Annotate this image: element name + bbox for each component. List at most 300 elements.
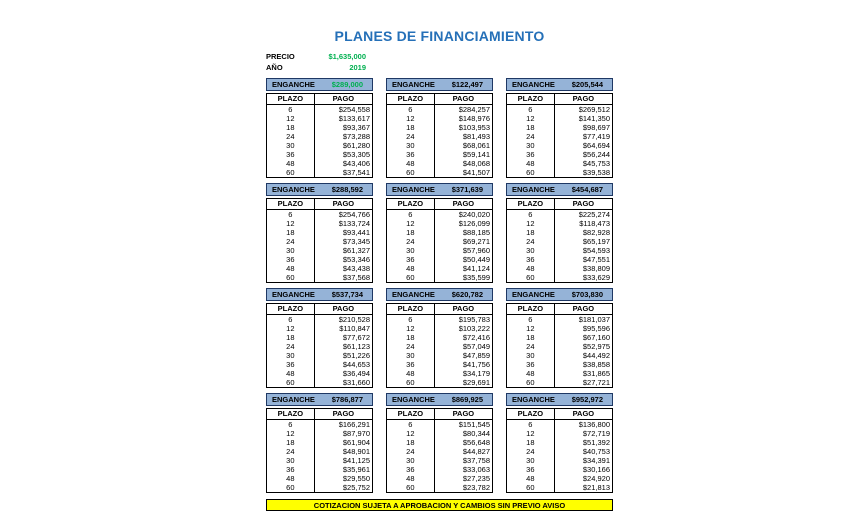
plan-table xyxy=(386,93,493,178)
pago-value: $61,123 xyxy=(342,342,370,351)
plan-row xyxy=(267,342,373,351)
pago-value: $33,629 xyxy=(582,273,610,282)
enganche-header xyxy=(266,288,373,301)
plan-row xyxy=(507,228,613,237)
pago-column-header: PAGO xyxy=(554,304,612,315)
plazo-value: 60 xyxy=(507,168,555,178)
plan-table xyxy=(266,408,373,493)
plazo-value: 36 xyxy=(507,465,555,474)
plazo-value: 24 xyxy=(387,447,435,456)
plazo-value: 48 xyxy=(507,369,555,378)
pago-value: $31,660 xyxy=(342,378,370,387)
plan-row xyxy=(387,159,493,168)
plazo-value: 6 xyxy=(507,105,555,115)
enganche-value: $289,000 xyxy=(331,80,363,89)
anio-row xyxy=(266,62,366,73)
pago-value: $59,141 xyxy=(462,150,490,159)
plan-table-header-row xyxy=(507,199,613,210)
plazo-value: 24 xyxy=(267,132,315,141)
plan-card xyxy=(266,393,373,493)
plan-row xyxy=(387,324,493,333)
plazo-value: 18 xyxy=(267,333,315,342)
pago-value: $39,538 xyxy=(582,168,610,177)
plan-row xyxy=(267,264,373,273)
plan-row xyxy=(267,351,373,360)
plazo-value: 6 xyxy=(267,105,315,115)
plazo-value: 48 xyxy=(267,264,315,273)
plan-row xyxy=(267,273,373,283)
plazo-column-header: PLAZO xyxy=(507,94,555,105)
pago-value: $77,419 xyxy=(582,132,610,141)
plan-row xyxy=(387,378,493,388)
enganche-value: $703,830 xyxy=(571,290,603,299)
pago-column-header: PAGO xyxy=(554,409,612,420)
pago-value: $24,920 xyxy=(582,474,610,483)
plazo-value: 36 xyxy=(507,150,555,159)
enganche-label: ENGANCHE xyxy=(512,395,555,404)
plazo-value: 18 xyxy=(267,123,315,132)
plan-row xyxy=(507,246,613,255)
plazo-value: 12 xyxy=(507,114,555,123)
pago-column-header: PAGO xyxy=(434,409,492,420)
pago-value: $72,416 xyxy=(462,333,490,342)
plazo-value: 36 xyxy=(387,465,435,474)
plan-row xyxy=(267,123,373,132)
plan-row xyxy=(267,219,373,228)
plan-card xyxy=(506,288,613,388)
plan-row xyxy=(387,351,493,360)
plazo-value: 48 xyxy=(507,264,555,273)
pago-value: $45,753 xyxy=(582,159,610,168)
plazo-value: 24 xyxy=(387,237,435,246)
pago-value: $34,391 xyxy=(582,456,610,465)
plan-row xyxy=(267,210,373,220)
plazo-value: 60 xyxy=(267,273,315,283)
plazo-column-header: PLAZO xyxy=(387,94,435,105)
enganche-value: $952,972 xyxy=(571,395,603,404)
plazo-column-header: PLAZO xyxy=(267,199,315,210)
plan-table-header-row xyxy=(267,304,373,315)
plan-row xyxy=(387,483,493,493)
plan-row xyxy=(507,210,613,220)
plazo-column-header: PLAZO xyxy=(387,304,435,315)
plan-row xyxy=(387,369,493,378)
plazo-value: 12 xyxy=(387,429,435,438)
pago-value: $51,392 xyxy=(582,438,610,447)
enganche-header xyxy=(506,183,613,196)
enganche-value: $122,497 xyxy=(451,80,483,89)
plan-row xyxy=(507,429,613,438)
plan-table xyxy=(506,408,613,493)
plazo-value: 30 xyxy=(387,141,435,150)
plazo-value: 18 xyxy=(507,123,555,132)
pago-value: $148,976 xyxy=(458,114,490,123)
pago-value: $37,541 xyxy=(342,168,370,177)
plan-row xyxy=(267,141,373,150)
pago-value: $126,099 xyxy=(458,219,490,228)
plazo-column-header: PLAZO xyxy=(507,409,555,420)
pago-value: $47,551 xyxy=(582,255,610,264)
plan-table xyxy=(386,303,493,388)
plan-table xyxy=(266,303,373,388)
pago-value: $98,697 xyxy=(582,123,610,132)
plazo-value: 30 xyxy=(387,456,435,465)
plazo-value: 48 xyxy=(267,369,315,378)
plazo-value: 36 xyxy=(387,255,435,264)
plan-table-header-row xyxy=(387,94,493,105)
plazo-column-header: PLAZO xyxy=(267,409,315,420)
plazo-value: 60 xyxy=(387,273,435,283)
plan-row xyxy=(507,159,613,168)
enganche-value: $288,592 xyxy=(331,185,363,194)
pago-value: $35,961 xyxy=(342,465,370,474)
plan-table-header-row xyxy=(387,409,493,420)
enganche-label: ENGANCHE xyxy=(272,80,315,89)
plazo-value: 24 xyxy=(507,132,555,141)
pago-value: $284,257 xyxy=(458,105,490,114)
plazo-value: 6 xyxy=(387,420,435,430)
plazo-value: 48 xyxy=(267,159,315,168)
plan-row xyxy=(387,456,493,465)
pago-value: $95,596 xyxy=(582,324,610,333)
plan-table-header-row xyxy=(507,304,613,315)
plazo-value: 36 xyxy=(267,150,315,159)
pago-value: $52,975 xyxy=(582,342,610,351)
enganche-label: ENGANCHE xyxy=(272,290,315,299)
pago-value: $33,063 xyxy=(462,465,490,474)
enganche-value: $869,925 xyxy=(451,395,483,404)
pago-value: $29,691 xyxy=(462,378,490,387)
plazo-value: 12 xyxy=(387,324,435,333)
plan-table xyxy=(506,93,613,178)
pago-value: $47,859 xyxy=(462,351,490,360)
plazo-value: 48 xyxy=(507,474,555,483)
plazo-value: 12 xyxy=(507,324,555,333)
plan-row xyxy=(387,237,493,246)
plan-row xyxy=(387,123,493,132)
plazo-value: 36 xyxy=(387,150,435,159)
plan-row xyxy=(507,132,613,141)
plan-row xyxy=(267,465,373,474)
pago-value: $61,904 xyxy=(342,438,370,447)
plan-row xyxy=(507,465,613,474)
plazo-value: 12 xyxy=(267,429,315,438)
plazo-value: 18 xyxy=(387,123,435,132)
pago-value: $269,512 xyxy=(578,105,610,114)
pago-value: $103,222 xyxy=(458,324,490,333)
plazo-value: 18 xyxy=(267,438,315,447)
plan-row xyxy=(267,420,373,430)
plan-table-header-row xyxy=(507,409,613,420)
pago-value: $82,928 xyxy=(582,228,610,237)
plan-row xyxy=(387,438,493,447)
plan-row xyxy=(267,228,373,237)
plazo-value: 48 xyxy=(507,159,555,168)
enganche-header xyxy=(386,393,493,406)
page-title: PLANES DE FINANCIAMIENTO xyxy=(334,28,545,44)
plazo-value: 12 xyxy=(387,219,435,228)
pago-value: $48,068 xyxy=(462,159,490,168)
pago-column-header: PAGO xyxy=(314,409,372,420)
plazo-value: 60 xyxy=(507,483,555,493)
plan-row xyxy=(387,246,493,255)
pago-value: $61,327 xyxy=(342,246,370,255)
pago-value: $38,858 xyxy=(582,360,610,369)
plan-row xyxy=(267,456,373,465)
plan-table-header-row xyxy=(387,199,493,210)
plan-row xyxy=(267,150,373,159)
pago-value: $25,752 xyxy=(342,483,370,492)
pago-value: $44,492 xyxy=(582,351,610,360)
plazo-value: 36 xyxy=(267,255,315,264)
plan-card xyxy=(386,183,493,283)
plan-card xyxy=(506,393,613,493)
plan-table xyxy=(506,198,613,283)
pago-value: $57,960 xyxy=(462,246,490,255)
pago-value: $103,953 xyxy=(458,123,490,132)
plan-row xyxy=(387,273,493,283)
enganche-label: ENGANCHE xyxy=(392,185,435,194)
plan-row xyxy=(507,324,613,333)
plan-row xyxy=(387,465,493,474)
plazo-column-header: PLAZO xyxy=(507,304,555,315)
plan-row xyxy=(387,333,493,342)
plan-row xyxy=(507,315,613,325)
enganche-header xyxy=(506,393,613,406)
plazo-value: 6 xyxy=(387,315,435,325)
pago-value: $38,809 xyxy=(582,264,610,273)
plan-row xyxy=(387,228,493,237)
plazo-value: 60 xyxy=(507,378,555,388)
plan-row xyxy=(507,456,613,465)
disclaimer-banner: COTIZACION SUJETA A APROBACION Y CAMBIOS SIN PREVIO AVISO xyxy=(266,499,613,511)
plan-row xyxy=(507,168,613,178)
plazo-value: 30 xyxy=(507,351,555,360)
plan-row xyxy=(507,342,613,351)
plan-row xyxy=(267,132,373,141)
precio-row xyxy=(266,51,366,62)
plan-row xyxy=(507,333,613,342)
plan-card xyxy=(266,183,373,283)
pago-value: $72,719 xyxy=(582,429,610,438)
pago-value: $53,346 xyxy=(342,255,370,264)
plan-row xyxy=(267,378,373,388)
plan-row xyxy=(507,273,613,283)
plazo-value: 18 xyxy=(507,438,555,447)
plazo-value: 48 xyxy=(387,264,435,273)
pago-value: $48,901 xyxy=(342,447,370,456)
plan-row xyxy=(267,360,373,369)
pago-value: $68,061 xyxy=(462,141,490,150)
pago-value: $40,753 xyxy=(582,447,610,456)
pago-column-header: PAGO xyxy=(554,199,612,210)
plan-row xyxy=(507,237,613,246)
plan-table-header-row xyxy=(387,304,493,315)
pago-value: $93,441 xyxy=(342,228,370,237)
pago-value: $53,305 xyxy=(342,150,370,159)
enganche-header xyxy=(266,183,373,196)
plan-row xyxy=(507,360,613,369)
pago-value: $181,037 xyxy=(578,315,610,324)
plan-row xyxy=(267,237,373,246)
pago-column-header: PAGO xyxy=(314,199,372,210)
plan-table-header-row xyxy=(267,409,373,420)
plazo-value: 30 xyxy=(387,246,435,255)
plazo-value: 30 xyxy=(267,351,315,360)
pago-value: $64,694 xyxy=(582,141,610,150)
plan-row xyxy=(267,159,373,168)
pago-value: $141,350 xyxy=(578,114,610,123)
pago-value: $44,653 xyxy=(342,360,370,369)
pago-value: $31,865 xyxy=(582,369,610,378)
plan-row xyxy=(507,351,613,360)
plan-row xyxy=(267,324,373,333)
plazo-value: 12 xyxy=(267,219,315,228)
plazo-value: 12 xyxy=(507,219,555,228)
plazo-value: 12 xyxy=(267,324,315,333)
plan-row xyxy=(387,255,493,264)
enganche-label: ENGANCHE xyxy=(392,290,435,299)
plan-table xyxy=(266,93,373,178)
plan-row xyxy=(507,123,613,132)
pago-value: $80,344 xyxy=(462,429,490,438)
plan-row xyxy=(507,219,613,228)
pago-value: $210,528 xyxy=(338,315,370,324)
plazo-value: 60 xyxy=(387,378,435,388)
enganche-value: $786,877 xyxy=(331,395,363,404)
plan-row xyxy=(387,342,493,351)
pago-value: $50,449 xyxy=(462,255,490,264)
plazo-column-header: PLAZO xyxy=(267,94,315,105)
plazo-value: 18 xyxy=(507,228,555,237)
plazo-value: 30 xyxy=(507,141,555,150)
pago-value: $240,020 xyxy=(458,210,490,219)
plan-row xyxy=(507,438,613,447)
plan-row xyxy=(267,333,373,342)
plazo-value: 30 xyxy=(387,351,435,360)
plan-table-header-row xyxy=(267,199,373,210)
plan-row xyxy=(507,447,613,456)
plazo-value: 6 xyxy=(267,420,315,430)
financing-sheet xyxy=(266,28,613,511)
plan-row xyxy=(507,264,613,273)
plan-row xyxy=(507,150,613,159)
plazo-value: 6 xyxy=(387,210,435,220)
plan-table xyxy=(266,198,373,283)
plazo-value: 6 xyxy=(387,105,435,115)
plan-card xyxy=(386,288,493,388)
plan-card xyxy=(386,78,493,178)
enganche-header xyxy=(266,393,373,406)
plan-row xyxy=(387,132,493,141)
plazo-value: 60 xyxy=(267,168,315,178)
plazo-value: 30 xyxy=(267,246,315,255)
plan-row xyxy=(387,114,493,123)
pago-value: $195,783 xyxy=(458,315,490,324)
plazo-value: 24 xyxy=(507,237,555,246)
plan-row xyxy=(267,255,373,264)
plan-row xyxy=(507,378,613,388)
plazo-value: 6 xyxy=(507,420,555,430)
plazo-value: 48 xyxy=(387,474,435,483)
enganche-label: ENGANCHE xyxy=(392,395,435,404)
plan-row xyxy=(267,105,373,115)
plazo-value: 18 xyxy=(267,228,315,237)
pago-value: $225,274 xyxy=(578,210,610,219)
pago-value: $43,406 xyxy=(342,159,370,168)
plan-row xyxy=(387,105,493,115)
pago-value: $41,756 xyxy=(462,360,490,369)
anio-value: 2019 xyxy=(349,63,366,72)
pago-value: $151,545 xyxy=(458,420,490,429)
plazo-value: 48 xyxy=(387,369,435,378)
enganche-value: $371,639 xyxy=(451,185,483,194)
pago-value: $118,473 xyxy=(579,219,610,228)
plazo-value: 24 xyxy=(267,237,315,246)
plan-row xyxy=(387,429,493,438)
plan-row xyxy=(387,219,493,228)
pago-column-header: PAGO xyxy=(314,304,372,315)
plazo-value: 24 xyxy=(387,342,435,351)
plazo-value: 6 xyxy=(267,315,315,325)
pago-value: $81,493 xyxy=(462,132,490,141)
plan-row xyxy=(507,105,613,115)
enganche-header xyxy=(506,288,613,301)
plan-row xyxy=(507,420,613,430)
plan-row xyxy=(507,483,613,493)
plan-card xyxy=(266,288,373,388)
enganche-header xyxy=(266,78,373,91)
plazo-value: 60 xyxy=(267,483,315,493)
plan-row xyxy=(267,246,373,255)
pago-value: $133,724 xyxy=(338,219,370,228)
pago-value: $87,970 xyxy=(342,429,370,438)
plan-card xyxy=(386,393,493,493)
enganche-value: $620,782 xyxy=(451,290,483,299)
plan-row xyxy=(387,474,493,483)
plan-row xyxy=(267,315,373,325)
enganche-header xyxy=(386,78,493,91)
pago-value: $77,672 xyxy=(342,333,370,342)
plan-row xyxy=(267,369,373,378)
price-year-block xyxy=(266,51,366,73)
plan-row xyxy=(387,360,493,369)
pago-value: $61,280 xyxy=(342,141,370,150)
pago-value: $56,648 xyxy=(462,438,490,447)
plazo-value: 60 xyxy=(387,168,435,178)
pago-value: $44,827 xyxy=(462,447,490,456)
plazo-value: 36 xyxy=(507,360,555,369)
plan-row xyxy=(387,210,493,220)
plazo-value: 36 xyxy=(267,465,315,474)
pago-value: $41,507 xyxy=(462,168,490,177)
pago-column-header: PAGO xyxy=(434,304,492,315)
plan-row xyxy=(267,168,373,178)
enganche-label: ENGANCHE xyxy=(272,395,315,404)
pago-value: $110,847 xyxy=(339,324,370,333)
enganche-label: ENGANCHE xyxy=(512,80,555,89)
plan-row xyxy=(507,474,613,483)
plazo-value: 24 xyxy=(267,447,315,456)
pago-value: $41,124 xyxy=(462,264,490,273)
plazo-value: 24 xyxy=(507,447,555,456)
pago-value: $254,766 xyxy=(338,210,370,219)
plan-row xyxy=(507,114,613,123)
pago-value: $254,558 xyxy=(338,105,370,114)
plazo-value: 18 xyxy=(507,333,555,342)
enganche-label: ENGANCHE xyxy=(272,185,315,194)
plazo-value: 60 xyxy=(507,273,555,283)
